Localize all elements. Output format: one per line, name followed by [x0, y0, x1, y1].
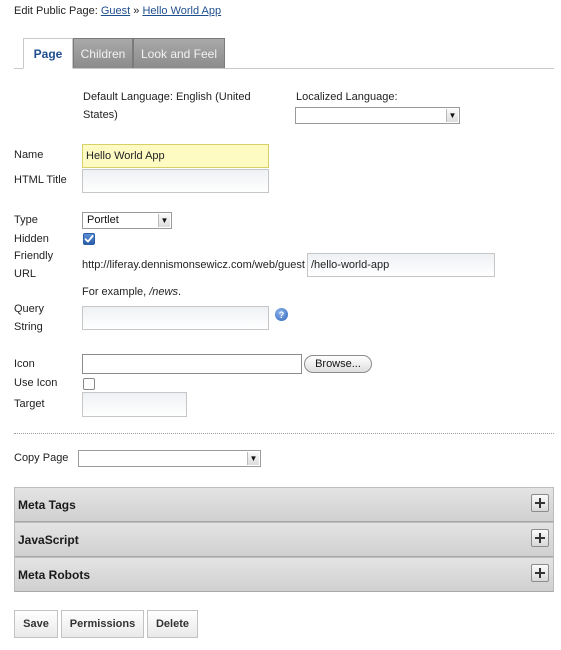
name-field[interactable] — [82, 144, 269, 168]
example-suffix: . — [178, 286, 182, 298]
default-language-line1: Default Language: English (United — [83, 91, 251, 103]
save-button[interactable]: Save — [14, 610, 58, 638]
chevron-down-icon: ▼ — [158, 214, 170, 227]
query-string-label-1: Query — [14, 303, 44, 315]
copy-page-select[interactable] — [78, 450, 261, 467]
breadcrumb-separator: » — [133, 5, 140, 17]
hidden-label: Hidden — [14, 233, 49, 245]
friendly-url-prefix: http://liferay.dennismonsewicz.com/web/guest — [82, 259, 305, 271]
chevron-down-icon: ▼ — [247, 452, 259, 465]
expand-plus-icon[interactable] — [531, 494, 549, 512]
query-string-field[interactable] — [82, 306, 269, 330]
panel-meta-robots-title: Meta Robots — [18, 568, 90, 582]
query-string-label-2: String — [14, 321, 43, 333]
browse-button[interactable]: Browse... — [304, 355, 372, 373]
example-prefix: For example, — [82, 286, 150, 298]
breadcrumb — [14, 3, 221, 19]
panel-javascript-title: JavaScript — [18, 533, 79, 547]
default-language-line2: States) — [83, 109, 118, 121]
breadcrumb-current-link[interactable]: Hello World App — [142, 5, 222, 17]
panel-meta-robots[interactable] — [14, 557, 554, 592]
friendly-url-label-2: URL — [14, 268, 37, 280]
target-label: Target — [14, 398, 45, 410]
hidden-checkbox[interactable] — [83, 233, 95, 245]
type-label: Type — [14, 214, 38, 226]
section-divider — [14, 433, 554, 434]
tab-children[interactable]: Children — [73, 38, 133, 68]
panel-meta-tags-title: Meta Tags — [18, 498, 76, 512]
delete-button[interactable]: Delete — [147, 610, 198, 638]
panel-meta-tags[interactable] — [14, 487, 554, 522]
tabs-divider — [14, 68, 554, 69]
breadcrumb-prefix: Edit Public Page: — [14, 5, 98, 17]
friendly-url-example — [82, 283, 181, 301]
html-title-field[interactable] — [82, 169, 269, 193]
icon-label: Icon — [14, 358, 35, 370]
expand-plus-icon[interactable] — [531, 564, 549, 582]
example-value: /news — [149, 286, 178, 298]
html-title-label: HTML Title — [14, 174, 67, 186]
use-icon-label: Use Icon — [14, 377, 58, 389]
name-label: Name — [14, 149, 44, 161]
permissions-button[interactable]: Permissions — [61, 610, 144, 638]
chevron-down-icon: ▼ — [446, 109, 458, 122]
type-value: Portlet — [87, 214, 119, 226]
localized-language-label: Localized Language: — [296, 91, 398, 103]
checkmark-icon — [84, 234, 94, 244]
icon-file-field[interactable] — [82, 354, 302, 374]
type-select[interactable] — [82, 212, 172, 229]
friendly-url-label-1: Friendly — [14, 250, 54, 262]
panel-javascript[interactable] — [14, 522, 554, 557]
localized-language-select[interactable] — [295, 107, 460, 124]
copy-page-label: Copy Page — [14, 452, 69, 464]
tab-page[interactable]: Page — [23, 38, 73, 69]
target-field[interactable] — [82, 392, 187, 417]
help-icon[interactable]: ? — [275, 308, 288, 321]
expand-plus-icon[interactable] — [531, 529, 549, 547]
friendly-url-field[interactable] — [307, 253, 495, 277]
use-icon-checkbox[interactable] — [83, 378, 95, 390]
breadcrumb-guest-link[interactable]: Guest — [100, 5, 131, 17]
tab-look-and-feel[interactable]: Look and Feel — [133, 38, 225, 68]
